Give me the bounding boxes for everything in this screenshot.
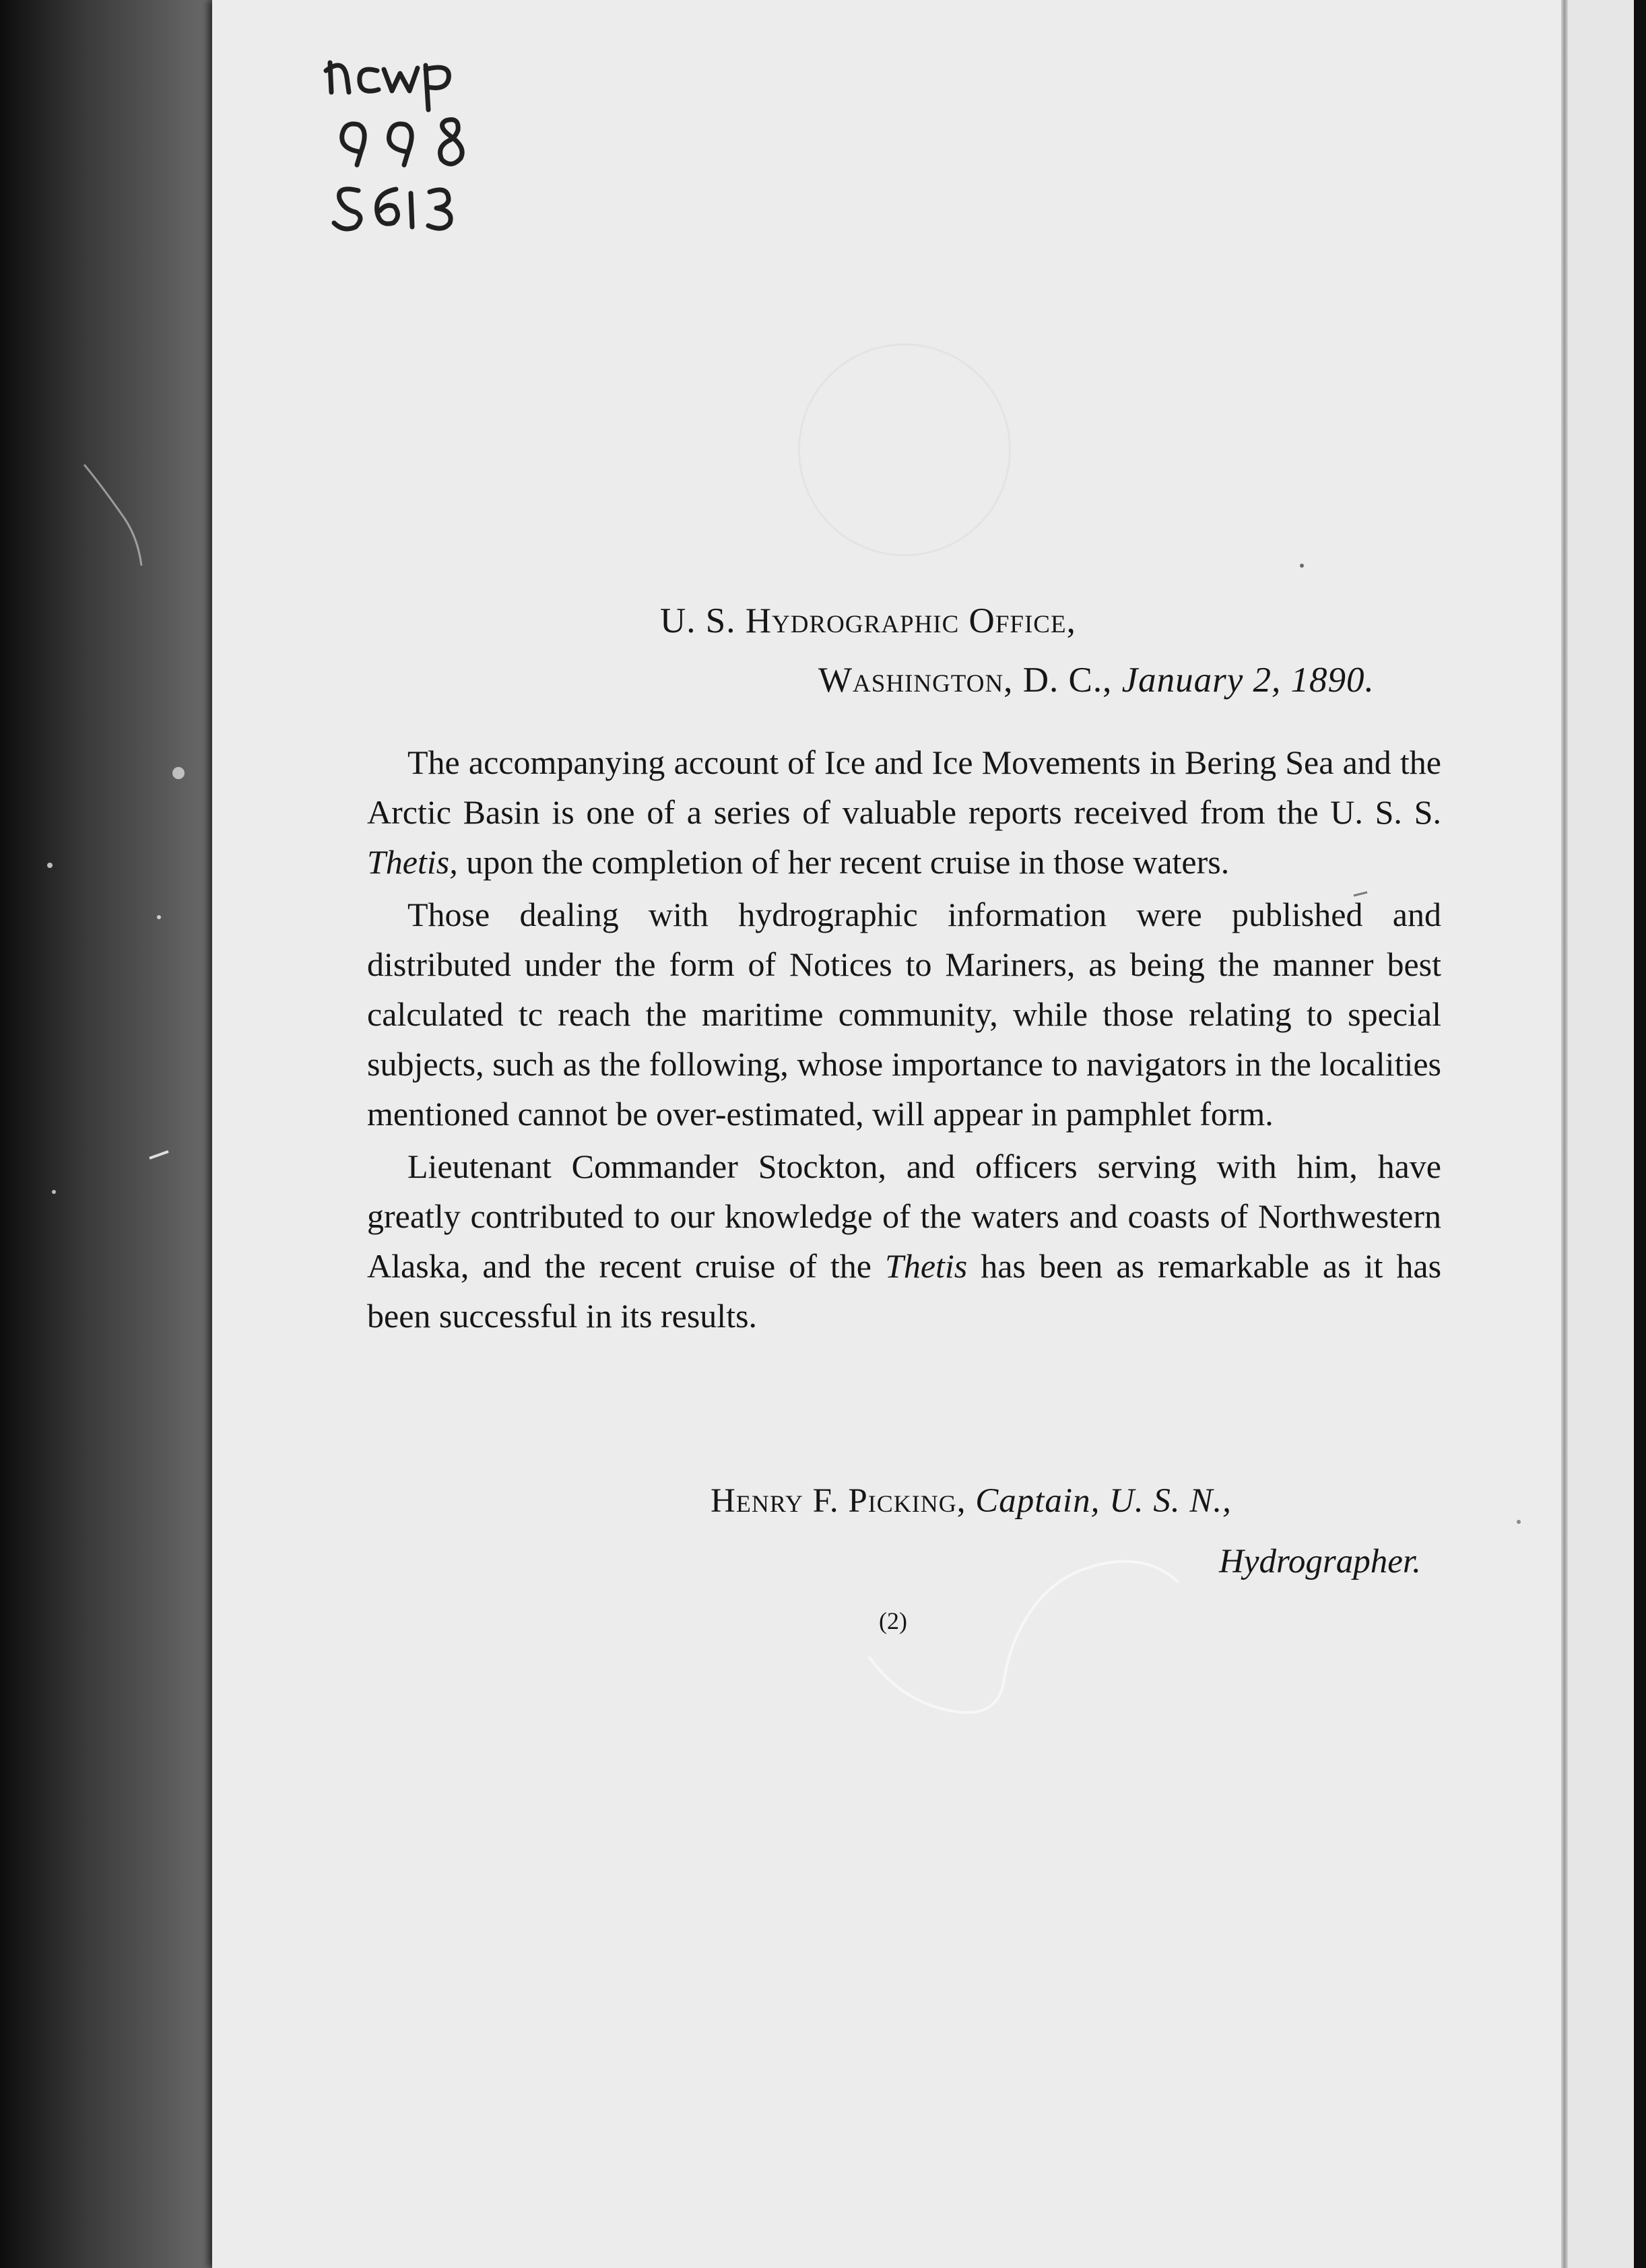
paper-crease — [862, 1535, 1212, 1724]
ship-name: Thetis, — [367, 843, 458, 881]
dateline: Washington, D. C., January 2, 1890. — [818, 661, 1375, 700]
signature-line: Henry F. Picking, Captain, U. S. N., — [711, 1482, 1232, 1520]
faint-seal-imprint — [798, 343, 1011, 556]
page-number: (2) — [879, 1607, 907, 1634]
paragraph-3: Lieutenant Commander Stockton, and officers serving with him, have greatly contributed to our knowledge of the waters and coasts of Northwestern Alaska, and the recent cruise of the Thetis has been as remarkable as it has been successful in its results. — [367, 1147, 1442, 1335]
ship-name: Thetis — [885, 1247, 968, 1285]
paragraph-1: The accompanying account of Ice and Ice Movements in Bering Sea and the Arctic Basin is one of a series of valuable reports received from the U. S. S. Thetis, upon the completion of her recent cruise in those waters. — [367, 743, 1441, 881]
signature-title: Hydrographer. — [1219, 1543, 1421, 1580]
office-heading: U. S. Hydrographic Office, — [660, 601, 1076, 640]
handwritten-call-number — [317, 51, 519, 232]
paragraph-2: Those dealing with hydrographic information were published and distributed under the form of Notices to Mariners, as being the manner best calculated tc reach the maritime community, while those relating to special subjects, such as the following, whose importance to navigators in the localities mentioned cannot be over-estimated, will appear in pamphlet form. — [367, 896, 1441, 1133]
letter-date: January 2, 1890. — [1121, 661, 1375, 700]
letter-body — [367, 737, 1441, 1343]
